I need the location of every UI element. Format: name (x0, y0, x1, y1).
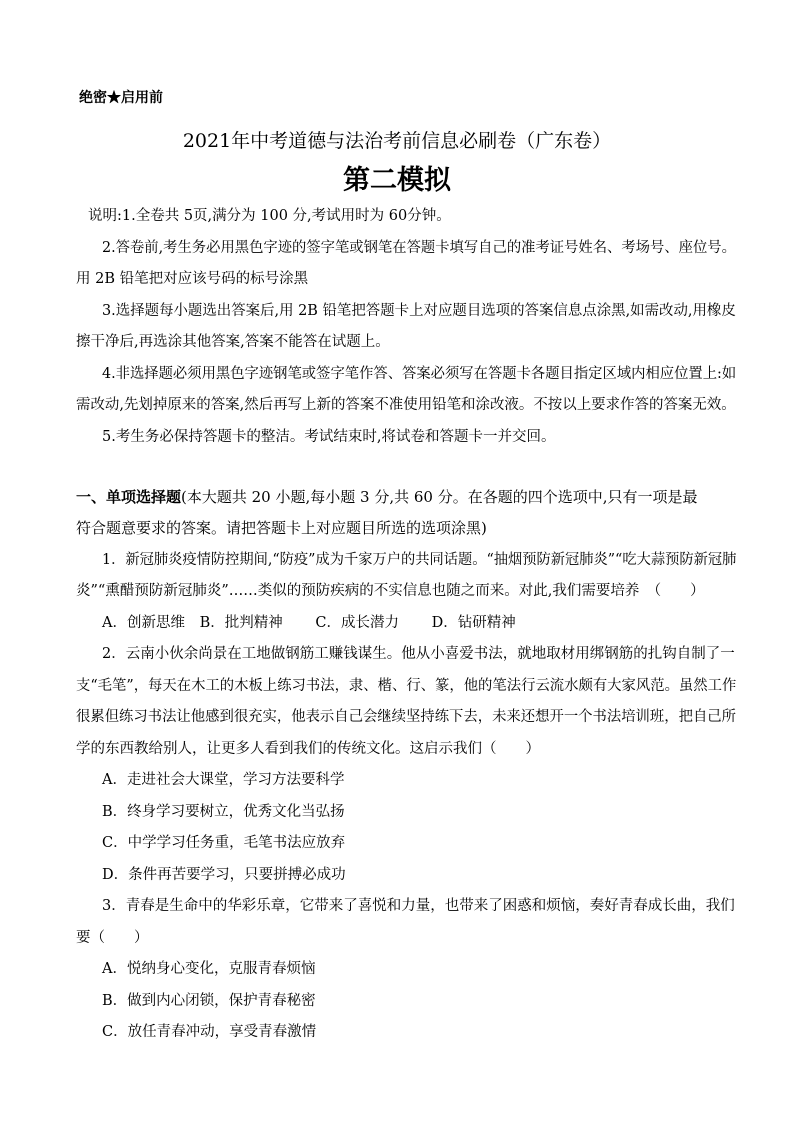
option-b: B．批判精神 (199, 615, 283, 631)
question-2-option: D．条件再苦要学习，只要拼搏必成功 (102, 867, 346, 883)
instruction-line: 5.考生务必保持答题卡的整洁。考试结束时,将试卷和答题卡一并交回。 (102, 429, 556, 445)
instruction-line: 擦干净后,再选涂其他答案,答案不能答在试题上。 (76, 334, 390, 350)
instruction-line: 用 2B 铅笔把对应该号码的标号涂黑 (76, 271, 309, 287)
question-2-option: C．中学学习任务重，毛笔书法应放弃 (102, 835, 346, 851)
instruction-line: 需改动,先划掉原来的答案,然后再写上新的答案不准使用铅笔和涂改液。不按以上要求作答的答案无效。 (76, 397, 736, 413)
option-d: D．钻研精神 (431, 615, 516, 631)
question-2-line: 学的东西教给别人，让更多人看到我们的传统文化。这启示我们（ ） (76, 741, 540, 757)
option-c: C．成长潜力 (315, 615, 399, 631)
section-one-desc: (本大题共 20 小题,每小题 3 分,共 60 分。在各题的四个选项中,只有一项是最 (181, 488, 698, 506)
question-2-line: 支“毛笔”，每天在木工的木板上练习书法，隶、楷、行、篆，他的笔法行云流水颇有大家风范。虽然工作 (76, 678, 737, 694)
section-one-heading: 一、单项选择题 (76, 488, 182, 506)
question-3-line: 要（ ） (76, 930, 149, 946)
question-2-option: A．走进社会大课堂，学习方法要科学 (102, 772, 345, 788)
question-3-option: C．放任青春冲动，享受青春激情 (102, 1024, 317, 1040)
question-1-options (102, 613, 516, 633)
question-1-line: 炎”“熏醋预防新冠肺炎”……类似的预防疾病的不实信息也随之而来。对此,我们需要培养 （ ） (76, 583, 705, 599)
instruction-line: 2.答卷前,考生务必用黑色字迹的签字笔或钢笔在答题卡填写自己的准考证号姓名、考场号、座位号。 (102, 240, 736, 256)
question-3-line: 3．青春是生命中的华彩乐章，它带来了喜悦和力量，也带来了困惑和烦恼，奏好青春成长曲，我们 (102, 898, 735, 914)
exam-title: 2021年中考道德与法治考前信息必刷卷（广东卷） (182, 130, 612, 152)
section-heading-line (76, 487, 698, 507)
exam-subtitle: 第二模拟 (343, 165, 451, 196)
question-1-line: 1．新冠肺炎疫情防控期间,“防疫”成为千家万户的共同话题。“抽烟预防新冠肺炎”“吃大蒜预防新冠肺 (102, 552, 737, 568)
instruction-line: 4.非选择题必须用黑色字迹钢笔或签字笔作答、答案必须写在答题卡各题目指定区域内相应位置上:如 (102, 366, 737, 382)
question-3-option: B．做到内心闭锁，保护青春秘密 (102, 993, 316, 1009)
instruction-line: 说明:1.全卷共 5页,满分为 100 分,考试用时为 60分钟。 (88, 208, 451, 224)
section-one-desc-2: 符合题意要求的答案。请把答题卡上对应题目所选的选项涂黑) (76, 519, 487, 537)
option-a: A．创新思维 (102, 615, 185, 631)
question-2-option: B．终身学习要树立，优秀文化当弘扬 (102, 804, 345, 820)
question-2-line: 2．云南小伙余尚景在工地做钢筋工赚钱谋生。他从小喜爱书法，就地取材用绑钢筋的扎钩自制了一 (102, 646, 735, 662)
question-3-option: A．悦纳身心变化，克服青春烦恼 (102, 961, 316, 977)
instruction-line: 3.选择题每小题选出答案后,用 2B 铅笔把答题卡上对应题目选项的答案信息点涂黑,如需改动,用橡皮 (102, 303, 736, 319)
confidential-label: 绝密★启用前 (79, 90, 163, 106)
question-2-line: 很累但练习书法让他感到很充实，他表示自己会继续坚持练下去，未来还想开一个书法培训班，把自己所 (76, 709, 736, 725)
